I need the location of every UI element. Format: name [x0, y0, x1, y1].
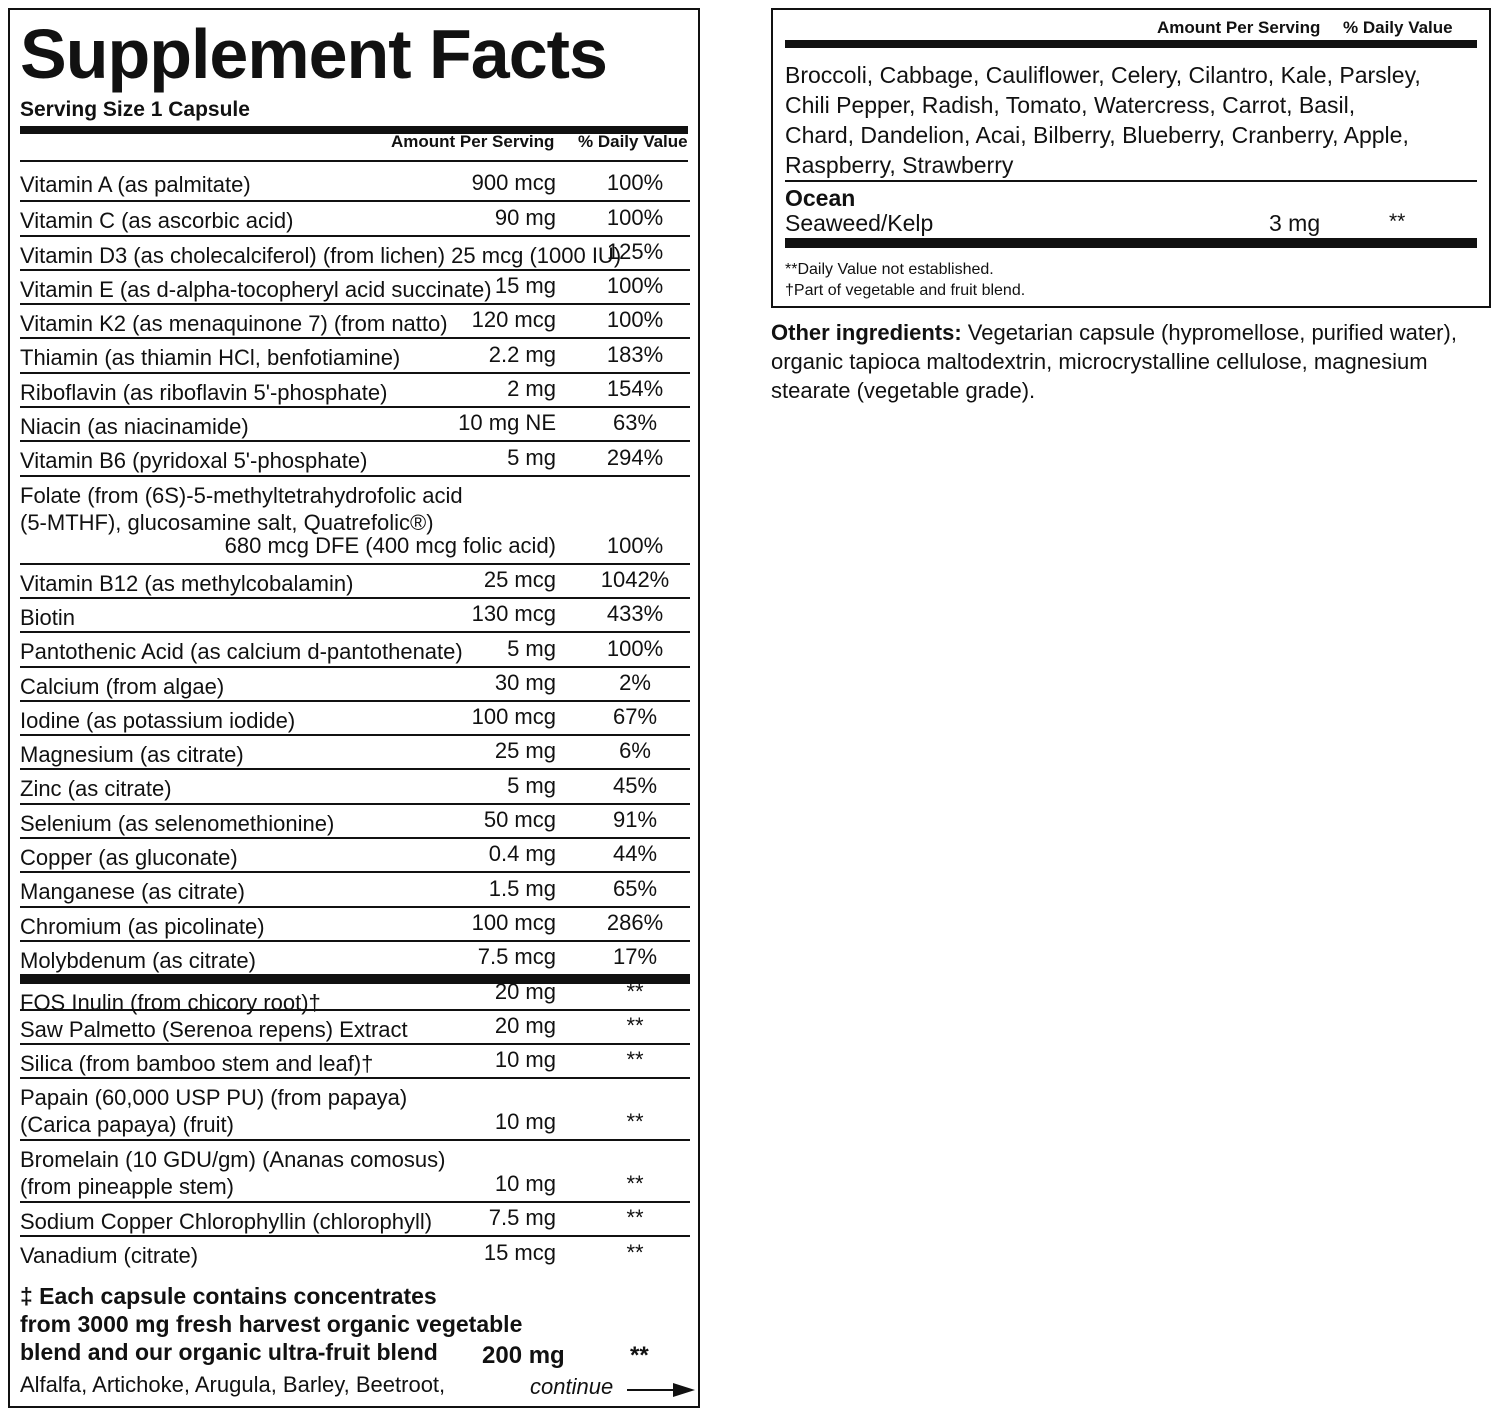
nutrient-dv: 45%	[612, 772, 658, 798]
footnote-blend: †Part of vegetable and fruit blend.	[785, 282, 1026, 299]
header-amount: Amount Per Serving	[391, 132, 555, 151]
blend-list-line: Chili Pepper, Radish, Tomato, Watercress, Carrot, Basil,	[785, 92, 1356, 118]
seaweed-dv: **	[1389, 210, 1406, 233]
table-row	[20, 406, 690, 440]
nutrient-amount: 10 mg	[494, 1047, 556, 1073]
table-row	[20, 871, 690, 905]
table-row	[20, 200, 690, 234]
nutrient-name: Saw Palmetto (Serenoa repens) Extract	[20, 1016, 408, 1042]
nutrient-dv: **	[626, 978, 644, 1004]
seaweed-name: Seaweed/Kelp	[785, 210, 934, 236]
table-row	[20, 768, 690, 802]
nutrient-name: Vanadium (citrate)	[20, 1243, 199, 1269]
nutrient-dv: 44%	[612, 841, 658, 867]
nutrient-dv: 286%	[606, 909, 664, 935]
blend-list-start: Alfalfa, Artichoke, Arugula, Barley, Beetroot,	[20, 1372, 446, 1397]
nutrient-name: Niacin (as niacinamide)	[20, 414, 249, 440]
table-row	[20, 303, 690, 337]
footnote-dv: **Daily Value not established.	[785, 261, 994, 278]
table-row	[20, 974, 690, 1016]
nutrient-amount: 10 mg	[494, 1171, 556, 1197]
nutrient-amount: 50 mcg	[483, 807, 556, 833]
nutrient-amount: 5 mg	[507, 444, 556, 470]
nutrient-name-line2: (Carica papaya) (fruit)	[20, 1112, 234, 1138]
table-row	[20, 563, 690, 597]
other-ingredients-text: Vegetarian capsule (hypromellose, purified water), organic tapioca maltodextrin, microcrystalline cellulose, magnesium stearate (vegetable grade).	[771, 320, 1457, 403]
nutrient-dv: 294%	[606, 444, 664, 470]
table-row	[20, 837, 690, 871]
nutrient-name: Bromelain (10 GDU/gm) (Ananas comosus)	[20, 1147, 446, 1173]
nutrient-dv: 100%	[606, 307, 664, 333]
nutrient-dv: 433%	[606, 601, 664, 627]
nutrient-dv: 125%	[606, 238, 664, 264]
nutrient-dv: 63%	[612, 410, 658, 436]
thick-divider-bottom	[785, 238, 1477, 248]
blend-line-3: blend and our organic ultra-fruit blend	[20, 1339, 438, 1365]
table-row	[20, 166, 690, 200]
blend-list-line: Broccoli, Cabbage, Cauliflower, Celery, Cilantro, Kale, Parsley,	[785, 62, 1421, 88]
nutrient-dv: 1042%	[600, 566, 670, 592]
nutrient-dv: **	[626, 1239, 644, 1265]
table-row	[20, 475, 690, 563]
nutrient-amount: 130 mcg	[471, 601, 556, 627]
table-row	[20, 372, 690, 406]
serving-size: Serving Size 1 Capsule	[20, 98, 250, 121]
blend-line-2: from 3000 mg fresh harvest organic vegetable	[20, 1311, 523, 1337]
table-row	[20, 940, 690, 974]
nutrient-dv: 6%	[619, 738, 651, 764]
table-row	[20, 1009, 690, 1043]
nutrient-name: Silica (from bamboo stem and leaf)†	[20, 1050, 374, 1076]
nutrient-dv: 183%	[606, 341, 664, 367]
nutrient-name: Sodium Copper Chlorophyllin (chlorophyll)	[20, 1209, 433, 1235]
table-row	[20, 1043, 690, 1077]
blend-amount: 200 mg	[482, 1342, 565, 1369]
nutrient-name: FOS Inulin (from chicory root)†	[20, 990, 321, 1016]
table-row	[20, 700, 690, 734]
nutrient-amount: 5 mg	[507, 635, 556, 661]
nutrient-amount: 10 mg NE	[458, 410, 556, 436]
table-row	[20, 906, 690, 940]
nutrient-amount: 5 mg	[507, 772, 556, 798]
nutrient-table	[20, 166, 690, 1270]
blend-list-line: Chard, Dandelion, Acai, Bilberry, Blueberry, Cranberry, Apple,	[785, 122, 1409, 148]
nutrient-amount: 10 mg	[494, 1109, 556, 1135]
nutrient-amount: 7.5 mg	[488, 1205, 556, 1231]
table-row	[20, 666, 690, 700]
nutrient-amount: 100 mcg	[471, 909, 556, 935]
nutrient-amount: 20 mg	[494, 1012, 556, 1038]
nutrient-name-line2: (from pineapple stem)	[20, 1174, 234, 1200]
blend-ingredient-list	[785, 60, 1421, 180]
nutrient-name: Vitamin K2 (as menaquinone 7) (from natto)	[20, 311, 448, 337]
nutrient-name: Calcium (from algae)	[20, 673, 225, 699]
table-row	[20, 803, 690, 837]
nutrient-name-line2: (5-MTHF), glucosamine salt, Quatrefolic®)	[20, 509, 434, 535]
nutrient-amount: 2.2 mg	[488, 341, 556, 367]
thick-divider-right	[785, 40, 1477, 48]
nutrient-dv: 91%	[612, 807, 658, 833]
nutrient-name: Pantothenic Acid (as calcium d-pantothenate)	[20, 639, 463, 665]
blend-dv: **	[630, 1342, 649, 1369]
table-row	[20, 440, 690, 474]
nutrient-amount: 30 mg	[494, 669, 556, 695]
nutrient-dv: 2%	[619, 669, 651, 695]
nutrient-name: Vitamin E (as d-alpha-tocopheryl acid succinate)	[20, 276, 492, 302]
nutrient-name: Magnesium (as citrate)	[20, 742, 244, 768]
nutrient-name: Papain (60,000 USP PU) (from papaya)	[20, 1085, 408, 1111]
table-row	[20, 631, 690, 665]
table-row	[20, 269, 690, 303]
nutrient-dv: 100%	[606, 170, 664, 196]
nutrient-amount: 2 mg	[507, 376, 556, 402]
nutrient-dv: **	[626, 1205, 644, 1231]
nutrient-name: Vitamin B6 (pyridoxal 5'-phosphate)	[20, 448, 368, 474]
continue-label: continue	[530, 1374, 614, 1399]
table-row	[20, 1077, 690, 1139]
nutrient-amount: 15 mg	[494, 273, 556, 299]
nutrient-dv: 67%	[612, 704, 658, 730]
nutrient-name: Chromium (as picolinate)	[20, 913, 265, 939]
nutrient-dv: 154%	[606, 376, 664, 402]
nutrient-name: Zinc (as citrate)	[20, 776, 172, 802]
nutrient-amount: 20 mg	[494, 978, 556, 1004]
table-row	[20, 597, 690, 631]
other-ingredients-label: Other ingredients:	[771, 320, 962, 345]
nutrient-amount: 0.4 mg	[488, 841, 556, 867]
nutrient-amount: 7.5 mcg	[477, 944, 556, 970]
nutrient-amount: 1.5 mg	[488, 875, 556, 901]
nutrient-amount: 25 mcg	[483, 566, 556, 592]
blend-line-1: ‡ Each capsule contains concentrates	[20, 1283, 437, 1309]
nutrient-name: Riboflavin (as riboflavin 5'-phosphate)	[20, 379, 388, 405]
ocean-label: Ocean	[785, 185, 856, 211]
nutrient-name: Folate (from (6S)-5-methyltetrahydrofolic acid	[20, 482, 463, 508]
header-dv: % Daily Value	[578, 132, 688, 151]
nutrient-name: Thiamin (as thiamin HCl, benfotiamine)	[20, 345, 401, 371]
table-row	[20, 1139, 690, 1201]
nutrient-name: Vitamin B12 (as methylcobalamin)	[20, 570, 354, 596]
thin-divider	[20, 160, 688, 162]
nutrient-dv: 100%	[606, 273, 664, 299]
nutrient-dv: **	[626, 1109, 644, 1135]
nutrient-dv: 100%	[606, 635, 664, 661]
nutrient-dv: **	[626, 1012, 644, 1038]
nutrient-dv: **	[626, 1047, 644, 1073]
nutrient-name: Vitamin A (as palmitate)	[20, 172, 251, 197]
nutrient-name: Manganese (as citrate)	[20, 879, 245, 905]
nutrient-amount: 25 mg	[494, 738, 556, 764]
nutrient-amount: 100 mcg	[471, 704, 556, 730]
nutrient-dv: 100%	[606, 532, 664, 558]
header-amount-right: Amount Per Serving	[1157, 18, 1321, 37]
nutrient-dv: 65%	[612, 875, 658, 901]
blend-list-line: Raspberry, Strawberry	[785, 152, 1014, 178]
panel-title: Supplement Facts	[20, 15, 607, 93]
table-row	[20, 235, 690, 269]
nutrient-name: Biotin	[20, 604, 76, 630]
table-row	[20, 734, 690, 768]
arrow-right-icon	[627, 1382, 697, 1398]
nutrient-amount: 120 mcg	[471, 307, 556, 333]
header-dv-right: % Daily Value	[1343, 18, 1453, 37]
other-ingredients	[771, 318, 1493, 405]
nutrient-name: Vitamin D3 (as cholecalciferol) (from lichen) 25 mcg (1000 IU)	[20, 242, 622, 268]
nutrient-amount: 900 mcg	[471, 170, 556, 196]
nutrient-dv: **	[626, 1171, 644, 1197]
blend-section	[20, 1282, 690, 1402]
nutrient-name: Copper (as gluconate)	[20, 845, 238, 871]
nutrient-dv: 17%	[612, 944, 658, 970]
nutrient-amount: 680 mcg DFE (400 mcg folic acid)	[224, 532, 556, 558]
supplement-facts-panel	[8, 8, 700, 1408]
nutrient-name: Molybdenum (as citrate)	[20, 947, 256, 973]
nutrient-name: Iodine (as potassium iodide)	[20, 707, 296, 733]
nutrient-name: Selenium (as selenomethionine)	[20, 810, 335, 836]
table-row	[20, 337, 690, 371]
table-row	[20, 1235, 690, 1269]
thin-divider-right	[785, 180, 1477, 182]
nutrient-amount: 90 mg	[494, 204, 556, 230]
table-row	[20, 1201, 690, 1235]
nutrient-name: Vitamin C (as ascorbic acid)	[20, 208, 294, 234]
supplement-facts-continued	[771, 8, 1491, 308]
seaweed-amount: 3 mg	[1269, 210, 1321, 236]
nutrient-dv: 100%	[606, 204, 664, 230]
nutrient-amount: 15 mcg	[483, 1239, 556, 1265]
